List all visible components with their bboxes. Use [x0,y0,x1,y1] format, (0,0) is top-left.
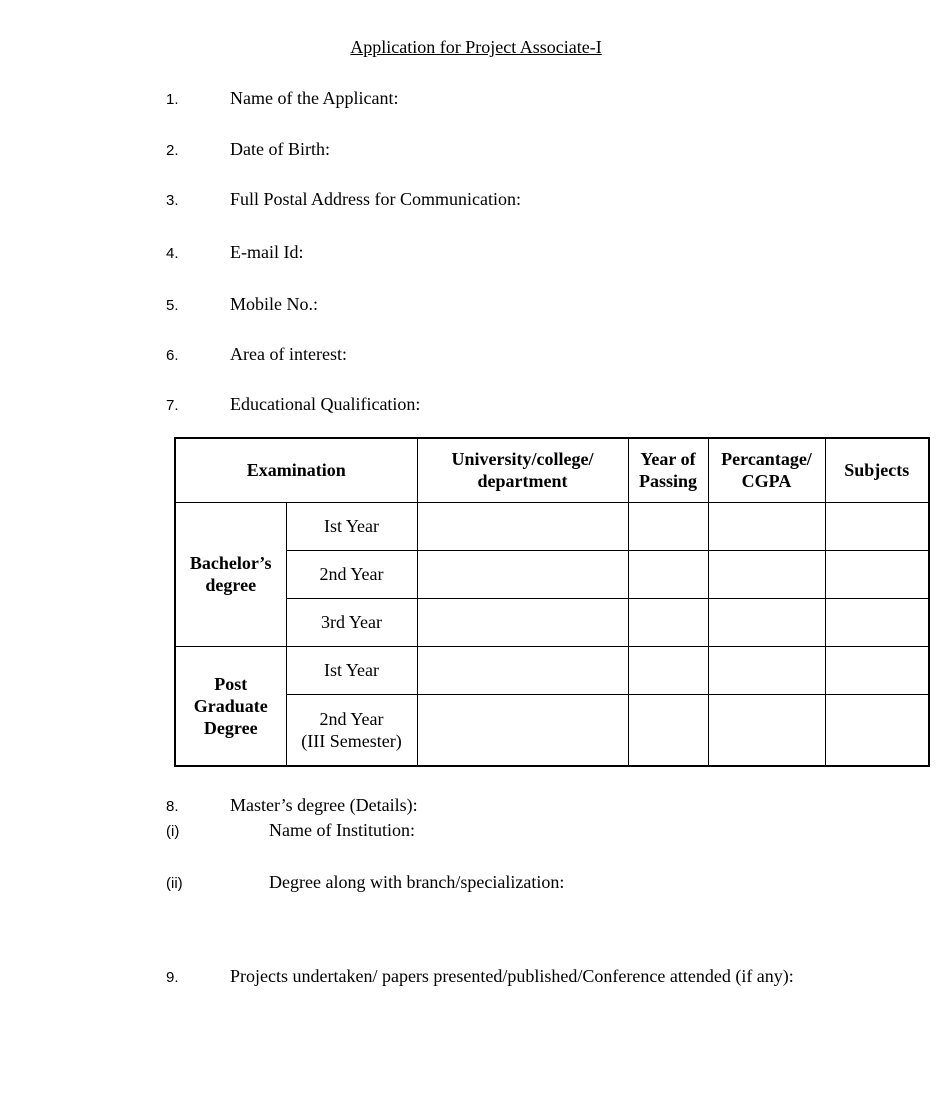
educational-qualification-label: Educational Qualification: [230,394,421,414]
table-row [175,646,929,694]
item-number: 5. [166,297,179,314]
item-number: 2. [166,142,179,159]
percentage-cell[interactable] [708,694,825,766]
university-cell[interactable] [417,502,628,550]
item-number: 6. [166,347,179,364]
mobile-label: Mobile No.: [230,294,318,314]
sub-item-number: (i) [166,823,180,840]
percentage-cell[interactable] [708,502,825,550]
header-year-of-passing: Year of Passing [628,438,708,502]
postal-address-label: Full Postal Address for Communication: [230,189,521,209]
table-row [175,502,929,550]
item-number: 9. [166,969,179,986]
subjects-cell[interactable] [825,550,929,598]
table-row [175,598,929,646]
education-table [174,437,930,767]
subjects-cell[interactable] [825,694,929,766]
table-row [175,550,929,598]
university-cell[interactable] [417,646,628,694]
header-subjects: Subjects [825,438,929,502]
header-university: University/college/ department [417,438,628,502]
percentage-cell[interactable] [708,646,825,694]
bachelors-degree-cell: Bachelor’s degree [175,502,286,646]
university-cell[interactable] [417,598,628,646]
item-number: 7. [166,397,179,414]
year-cell: Ist Year [286,646,417,694]
year-cell: 3rd Year [286,598,417,646]
header-percentage: Percantage/ CGPA [708,438,825,502]
item-number: 8. [166,798,179,815]
year-of-passing-cell[interactable] [628,694,708,766]
projects-label: Projects undertaken/ papers presented/published/Conference attended (if any): [230,966,794,986]
name-of-institution-label: Name of Institution: [269,820,415,840]
degree-branch-label: Degree along with branch/specialization: [269,872,565,892]
university-cell[interactable] [417,694,628,766]
table-header-row [175,438,929,502]
item-number: 4. [166,245,179,262]
subjects-cell[interactable] [825,502,929,550]
year-cell: Ist Year [286,502,417,550]
item-number: 1. [166,91,179,108]
table-row [175,694,929,766]
masters-degree-label: Master’s degree (Details): [230,795,418,815]
year-cell: 2nd Year (III Semester) [286,694,417,766]
year-of-passing-cell[interactable] [628,598,708,646]
sub-item-number: (ii) [166,875,183,892]
percentage-cell[interactable] [708,598,825,646]
year-of-passing-cell[interactable] [628,502,708,550]
area-of-interest-label: Area of interest: [230,344,347,364]
year-of-passing-cell[interactable] [628,646,708,694]
header-examination: Examination [175,438,417,502]
post-graduate-degree-cell: Post Graduate Degree [175,646,286,766]
page-title: Application for Project Associate-I [350,37,602,57]
item-number: 3. [166,192,179,209]
year-of-passing-cell[interactable] [628,550,708,598]
university-cell[interactable] [417,550,628,598]
year-cell: 2nd Year [286,550,417,598]
subjects-cell[interactable] [825,598,929,646]
date-of-birth-label: Date of Birth: [230,139,330,159]
percentage-cell[interactable] [708,550,825,598]
name-of-applicant-label: Name of the Applicant: [230,88,399,108]
email-label: E-mail Id: [230,242,304,262]
subjects-cell[interactable] [825,646,929,694]
